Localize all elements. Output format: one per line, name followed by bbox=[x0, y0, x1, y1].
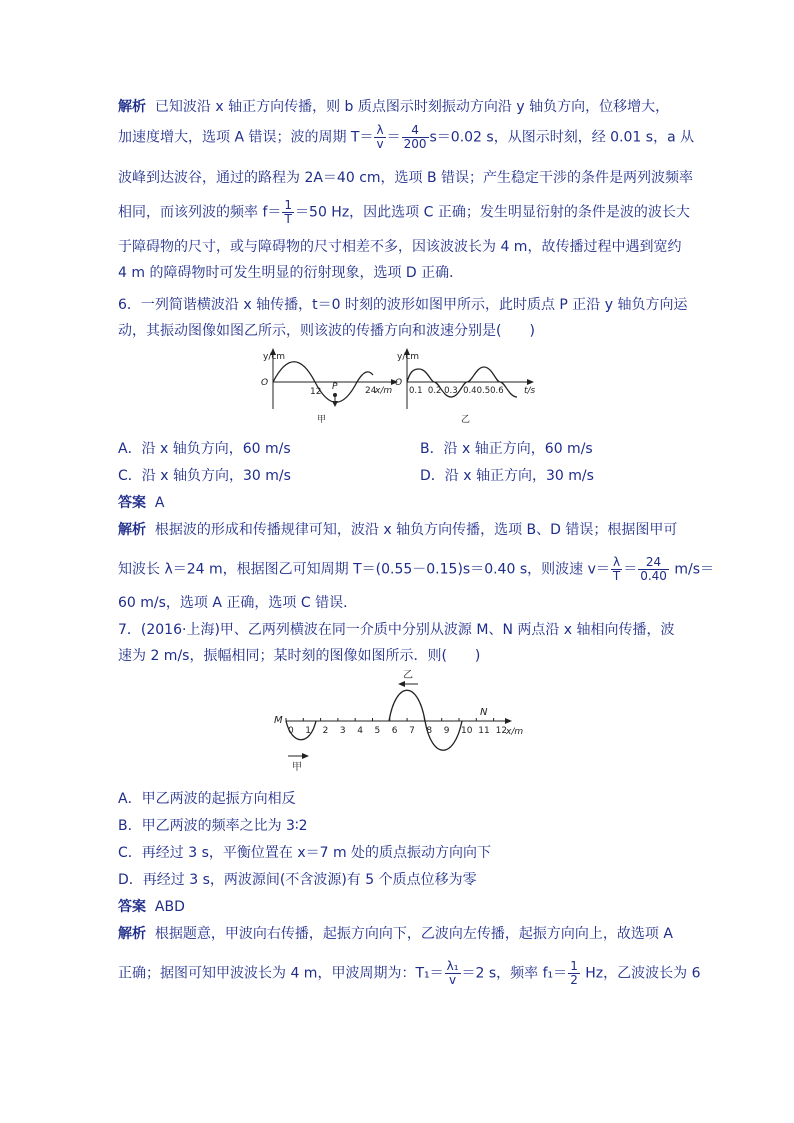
q6-stem-line-1: 6．一列简谐横波沿 x 轴传播，t＝0 时刻的波形如图甲所示，此时质点 P 正沿 y 轴负方向运 bbox=[118, 297, 688, 313]
jia-caption: 甲 bbox=[317, 415, 327, 425]
q7-tick-label: 0 bbox=[288, 726, 294, 736]
q5-analysis-line-1: 解析 已知波沿 x 轴正方向传播，则 b 质点图示时刻振动方向沿 y 轴负方向，位移增大， bbox=[118, 99, 670, 115]
figure-yi-vibration-graph bbox=[393, 345, 543, 425]
q7-jia-label: 甲 bbox=[292, 762, 302, 773]
jia-tick-24: 24 bbox=[365, 386, 377, 396]
jia-tick-12: 12 bbox=[310, 387, 322, 397]
q6-analysis-line-3: 60 m/s，选项 A 正确，选项 C 错误． bbox=[118, 595, 358, 611]
yi-origin: O bbox=[395, 378, 403, 388]
q7-tick-label: 4 bbox=[357, 726, 363, 736]
q7-option-d[interactable]: D．再经过 3 s，两波源间(不含波源)有 5 个质点位移为零 bbox=[118, 872, 477, 888]
q7-label-n: N bbox=[480, 707, 488, 718]
q6-analysis-line-1: 解析 根据波的形成和传播规律可知，波沿 x 轴负方向传播，选项 B、D 错误；根据图甲可 bbox=[118, 522, 678, 538]
q7-tick-label: 1 bbox=[305, 726, 312, 736]
fraction: $\frac{4}{200}$ bbox=[403, 123, 427, 151]
q6-option-b[interactable]: B．沿 x 轴正方向，60 m/s bbox=[420, 441, 593, 457]
q7-tick-label: 5 bbox=[374, 726, 381, 736]
yi-caption: 乙 bbox=[461, 415, 471, 425]
q7-tick-label: 3 bbox=[339, 726, 346, 736]
figure-q7-two-waves bbox=[268, 668, 528, 773]
q7-analysis-line-2: 正确；据图可知甲波波长为 4 m，甲波周期为：T₁＝ $\frac{\text{λ₁}}{v}$ ＝2 s，频率 f₁＝ $\frac{1}{2}$ Hz，乙波波长为 6 bbox=[118, 959, 701, 987]
q7-yi-label: 乙 bbox=[403, 670, 413, 681]
q7-tick-label: 6 bbox=[391, 726, 398, 736]
q5-analysis-line-5: 于障碍物的尺寸，或与障碍物的尺寸相差不多，因该波波长为 4 m，故传播过程中遇到宽约 bbox=[118, 239, 682, 255]
q7-option-c[interactable]: C．再经过 3 s，平衡位置在 x＝7 m 处的质点振动方向向下 bbox=[118, 845, 492, 861]
q7-analysis-line-1: 解析 根据题意，甲波向右传播，起振方向向下，乙波向左传播，起振方向向上，故选项 A bbox=[118, 926, 673, 942]
fraction: $\frac{1}{2}$ bbox=[570, 959, 578, 987]
q5-analysis-line-3: 波峰到达波谷，通过的路程为 2A＝40 cm，选项 B 错误；产生稳定干涉的条件是两列波频率 bbox=[118, 170, 694, 186]
figure-jia-wave-graph bbox=[255, 345, 405, 425]
jia-ylabel: y/cm bbox=[263, 352, 286, 362]
q7-option-b[interactable]: B．甲乙两波的频率之比为 3∶2 bbox=[118, 818, 308, 834]
q7-tick-label: 8 bbox=[426, 726, 433, 736]
q7-tick-label: 12 bbox=[495, 726, 508, 736]
q7-stem-line-2: 速为 2 m/s，振幅相同；某时刻的图像如图所示．则( ) bbox=[118, 648, 481, 664]
q5-analysis-line-2: 加速度增大，选项 A 错误；波的周期 T＝ $\frac{\lambda}{v}$ ＝ $\frac{4}{200}$ s＝0.02 s，从图示时刻，经 0.01 s，a 从 bbox=[118, 123, 695, 151]
jia-point-p: P bbox=[332, 382, 338, 392]
analysis-label: 解析 bbox=[118, 99, 146, 115]
q6-option-a[interactable]: A．沿 x 轴负方向，60 m/s bbox=[118, 441, 291, 457]
q7-tick-label: 11 bbox=[478, 726, 490, 736]
fraction: $\frac{1}{T}$ bbox=[284, 198, 293, 226]
q5-analysis-line-4: 相同，而该列波的频率 f＝ $\frac{1}{T}$ ＝50 Hz，因此选项 C 正确；发生明显衍射的条件是波的波长大 bbox=[118, 198, 690, 226]
q6-answer: 答案 A bbox=[118, 495, 165, 511]
q6-option-d[interactable]: D．沿 x 轴正方向，30 m/s bbox=[420, 468, 594, 484]
yi-ticks: 0.1 0.2 0.3 0.40.50.6 bbox=[409, 386, 504, 396]
q7-xlabel: x/m bbox=[506, 727, 524, 737]
q7-option-a[interactable]: A．甲乙两波的起振方向相反 bbox=[118, 791, 296, 807]
q6-stem-line-2: 动，其振动图像如图乙所示，则该波的传播方向和波速分别是( ) bbox=[118, 323, 535, 339]
q7-stem-line-1: 7．(2016·上海)甲、乙两列横波在同一介质中分别从波源 M、N 两点沿 x 轴相向传播，波 bbox=[118, 622, 675, 638]
q7-tick-label: 10 bbox=[461, 726, 473, 736]
q7-answer: 答案 ABD bbox=[118, 899, 185, 915]
q7-tick-label: 7 bbox=[409, 726, 415, 736]
q6-analysis-line-2: 知波长 λ＝24 m，根据图乙可知周期 T＝(0.55－0.15)s＝0.40 s，则波速 v＝ $\frac{\lambda}{T}$ ＝ $\frac{24}{0.40}$ m/s＝ bbox=[118, 555, 715, 583]
fraction: $\frac{24}{0.40}$ bbox=[640, 555, 667, 583]
fraction: $\frac{\lambda}{v}$ bbox=[376, 123, 384, 151]
yi-ylabel: y/cm bbox=[397, 352, 420, 362]
fraction: $\frac{\text{λ₁}}{v}$ bbox=[446, 959, 459, 987]
q7-label-m: M bbox=[274, 715, 283, 726]
jia-xlabel: x/m bbox=[375, 386, 393, 396]
fraction: $\frac{\lambda}{T}$ bbox=[612, 555, 621, 583]
q6-option-c[interactable]: C．沿 x 轴负方向，30 m/s bbox=[118, 468, 291, 484]
jia-origin: O bbox=[261, 378, 269, 388]
q5-analysis-line-6: 4 m 的障碍物时可发生明显的衍射现象，选项 D 正确． bbox=[118, 265, 464, 281]
q7-tick-label: 9 bbox=[443, 726, 450, 736]
yi-xlabel: t/s bbox=[524, 386, 536, 396]
q7-tick-label: 2 bbox=[322, 726, 329, 736]
